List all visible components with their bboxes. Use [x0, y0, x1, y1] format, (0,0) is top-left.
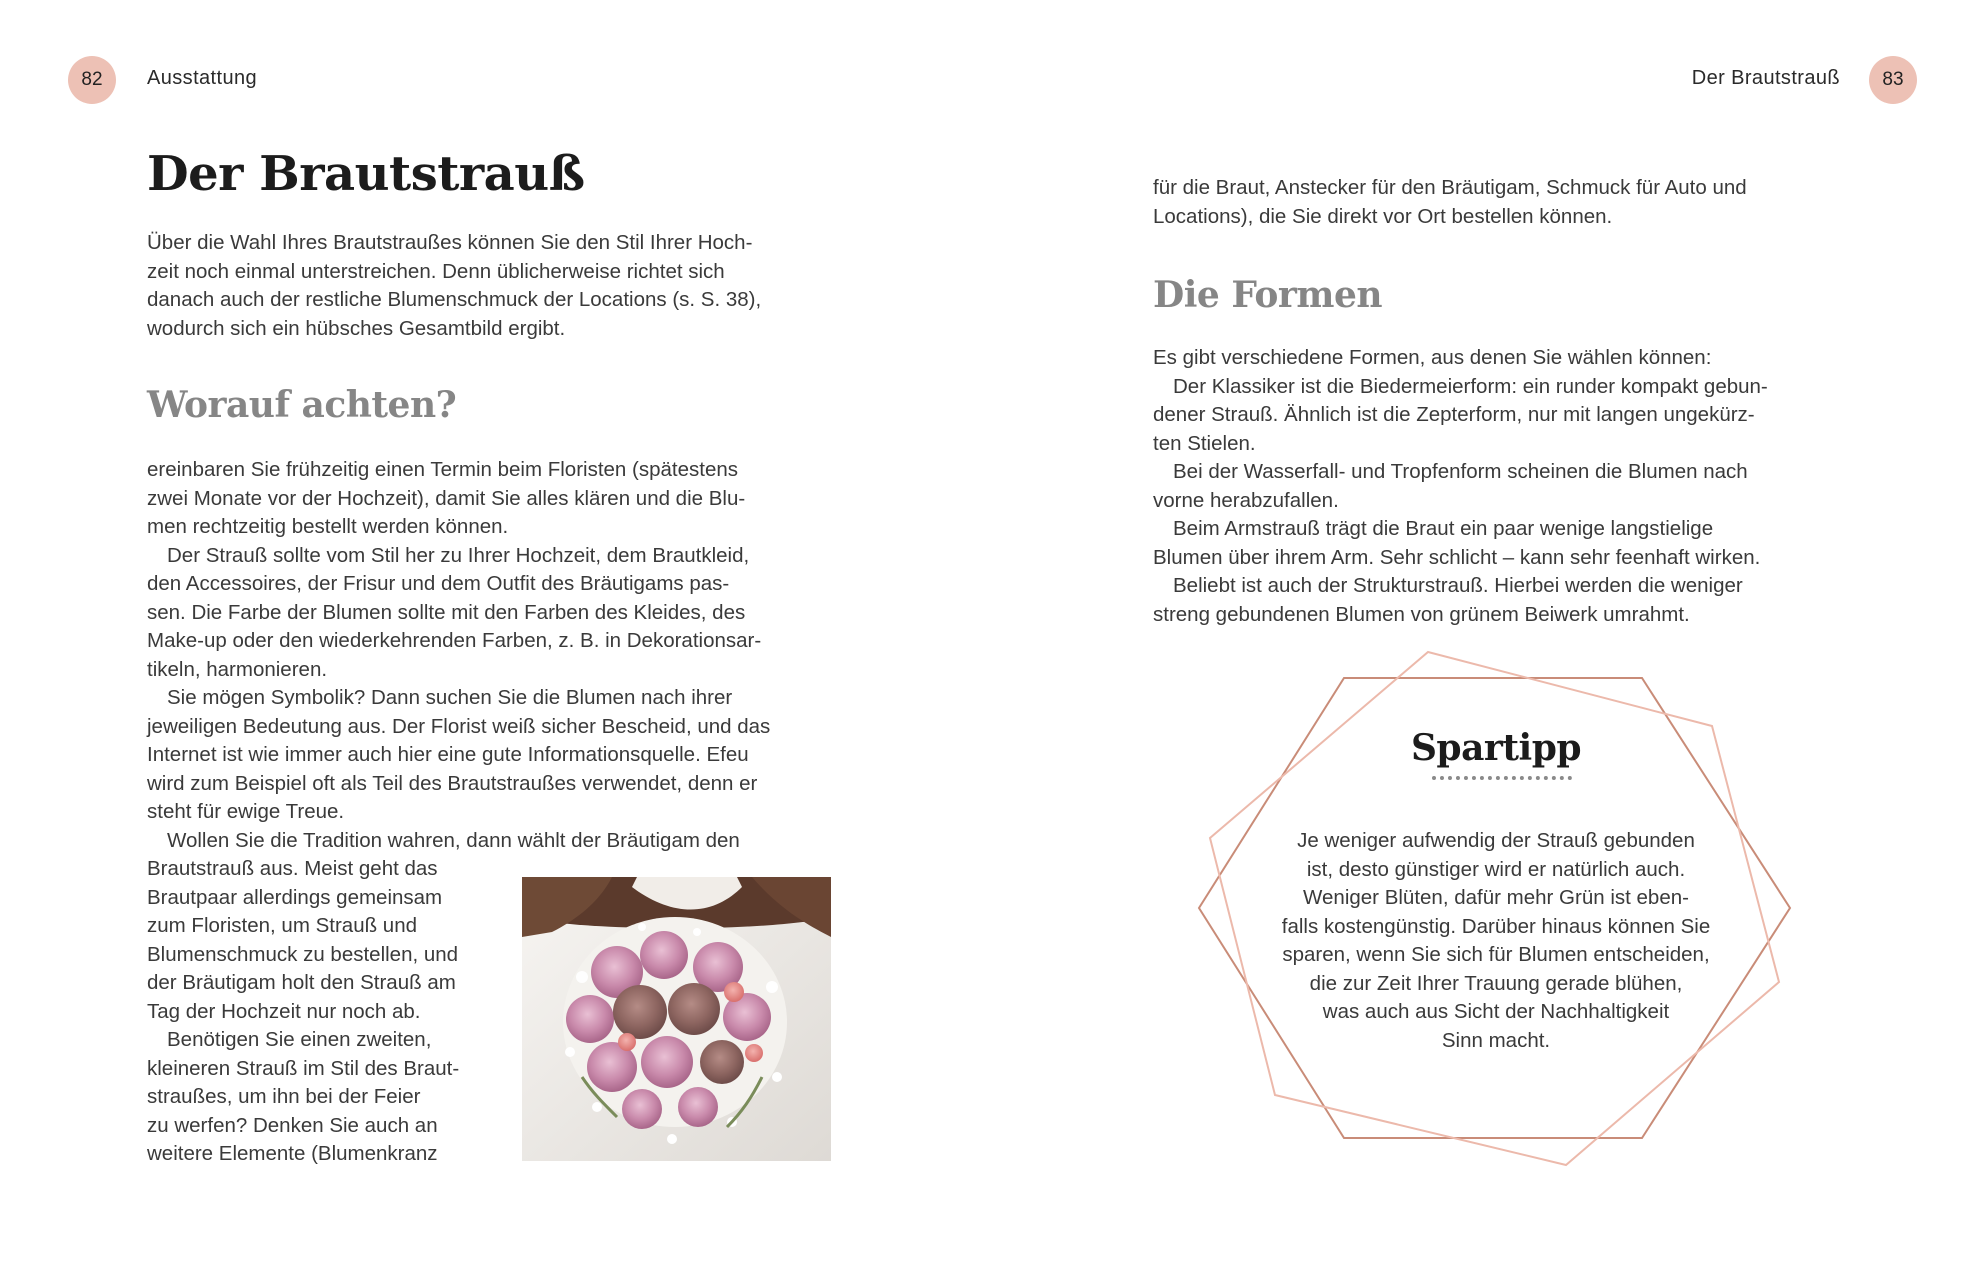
text-line: straußes, um ihn bei der Feier	[147, 1085, 421, 1108]
text-line: kleineren Strauß im Stil des Braut-	[147, 1056, 460, 1080]
text-line: men rechtzeitig bestellt werden können.	[147, 515, 509, 538]
text-line: Sie mögen Symbolik? Dann suchen Sie die Blumen nach ihrer	[167, 686, 733, 709]
text-line: Über die Wahl Ihres Brautstraußes können Sie den Stil Ihrer Hoch-	[147, 231, 753, 254]
text-line: danach auch der restliche Blumenschmuck der Locations (s. S. 38),	[147, 288, 762, 311]
text-line: sen. Die Farbe der Blumen sollte mit den Farben des Kleides, des	[147, 600, 746, 624]
text-line: falls kostengünstig. Darüber hinaus können Sie	[1281, 914, 1711, 938]
body-text-right	[1153, 344, 1768, 629]
page-title: Der Brautstrauß	[147, 146, 585, 202]
text-line: Sinn macht.	[1441, 1028, 1551, 1052]
text-line: jeweiligen Bedeutung aus. Der Florist weiß sicher Bescheid, und das	[147, 714, 771, 738]
text-line: für die Braut, Anstecker für den Bräutigam, Schmuck für Auto und	[1153, 176, 1747, 199]
text-line: Bei der Wasserfall- und Tropfenform scheinen die Blumen nach	[1173, 460, 1748, 483]
text-line: den Accessoires, der Frisur und dem Outfit des Bräutigams pas-	[147, 572, 730, 595]
text-line: weitere Elemente (Blumenkranz	[147, 1142, 438, 1165]
text-line: Der Klassiker ist die Biedermeierform: ein runder kompakt gebun-	[1173, 374, 1768, 398]
text-line: ist, desto günstiger wird er natürlich auch.	[1306, 857, 1686, 881]
text-line: steht für ewige Treue.	[147, 800, 345, 823]
text-line: Der Strauß sollte vom Stil her zu Ihrer Hochzeit, dem Brautkleid,	[167, 543, 750, 567]
text-line: ten Stielen.	[1153, 431, 1256, 455]
text-line: Weniger Blüten, dafür mehr Grün ist eben-	[1303, 886, 1689, 909]
section-heading-formen: Die Formen	[1153, 274, 1383, 316]
text-line: Je weniger aufwendig der Strauß gebunden	[1297, 829, 1695, 852]
text-line: tikeln, harmonieren.	[147, 657, 328, 681]
body-text-wrapped	[147, 855, 459, 1169]
bouquet-photo	[522, 877, 831, 1161]
page-number-left: 82	[68, 56, 116, 104]
text-line: sparen, wenn Sie sich für Blumen entscheiden,	[1282, 943, 1710, 966]
text-line: Beliebt ist auch der Strukturstrauß. Hierbei werden die weniger	[1173, 574, 1743, 597]
text-line: wird zum Beispiel oft als Teil des Brautstraußes verwendet, denn er	[147, 771, 758, 795]
text-line: zwei Monate vor der Hochzeit), damit Sie alles klären und die Blu-	[147, 486, 746, 510]
text-line: was auch aus Sicht der Nachhaltigkeit	[1322, 1000, 1670, 1023]
running-head-left: Ausstattung	[147, 67, 258, 89]
text-line: Tag der Hochzeit nur noch ab.	[147, 999, 421, 1023]
text-line: Benötigen Sie einen zweiten,	[167, 1028, 432, 1051]
text-line: der Bräutigam holt den Strauß am	[147, 971, 456, 994]
text-line: Brautpaar allerdings gemeinsam	[147, 885, 443, 909]
text-line: zu werfen? Denken Sie auch an	[147, 1113, 438, 1137]
text-line: Blumen über ihrem Arm. Sehr schlicht – kann sehr feenhaft wirken.	[1153, 545, 1761, 569]
text-line: zeit noch einmal unterstreichen. Denn üblicherweise richtet sich	[147, 259, 725, 283]
body-text-left	[147, 456, 770, 855]
text-line: Locations), die Sie direkt vor Ort bestellen können.	[1153, 204, 1613, 228]
tip-title: Spartipp	[1410, 727, 1582, 769]
text-line: streng gebundenen Blumen von grünem Beiwerk umrahmt.	[1153, 602, 1690, 626]
text-line: wodurch sich ein hübsches Gesamtbild ergibt.	[147, 316, 566, 340]
text-line: Make-up oder den wiederkehrenden Farben, z. B. in Dekorationsar-	[147, 629, 762, 652]
text-line: ereinbaren Sie frühzeitig einen Termin beim Floristen (spätestens	[147, 458, 739, 481]
tip-title-underline	[1432, 776, 1572, 780]
text-line: Internet ist wie immer auch hier eine gute Informationsquelle. Efeu	[147, 743, 749, 766]
running-head-right: Der Brautstrauß	[1691, 67, 1840, 89]
text-line: Blumenschmuck zu bestellen, und	[147, 942, 459, 966]
text-line: zum Floristen, um Strauß und	[147, 914, 418, 937]
text-line: vorne herabzufallen.	[1153, 488, 1339, 512]
text-line: Brautstrauß aus. Meist geht das	[147, 857, 438, 880]
page-number-right: 83	[1869, 56, 1917, 104]
text-line: die zur Zeit Ihrer Trauung gerade blühen,	[1309, 971, 1683, 995]
text-line: Wollen Sie die Tradition wahren, dann wählt der Bräutigam den	[167, 828, 740, 852]
text-line: dener Strauß. Ähnlich ist die Zepterform, nur mit langen ungekürz-	[1153, 403, 1755, 426]
section-heading-worauf: Worauf achten?	[147, 384, 457, 426]
tip-text	[1246, 827, 1746, 1055]
continued-paragraph	[1153, 174, 1747, 231]
intro-paragraph	[147, 229, 761, 343]
text-line: Beim Armstrauß trägt die Braut ein paar wenige langstielige	[1173, 517, 1714, 540]
text-line: Es gibt verschiedene Formen, aus denen Sie wählen können:	[1153, 346, 1712, 369]
